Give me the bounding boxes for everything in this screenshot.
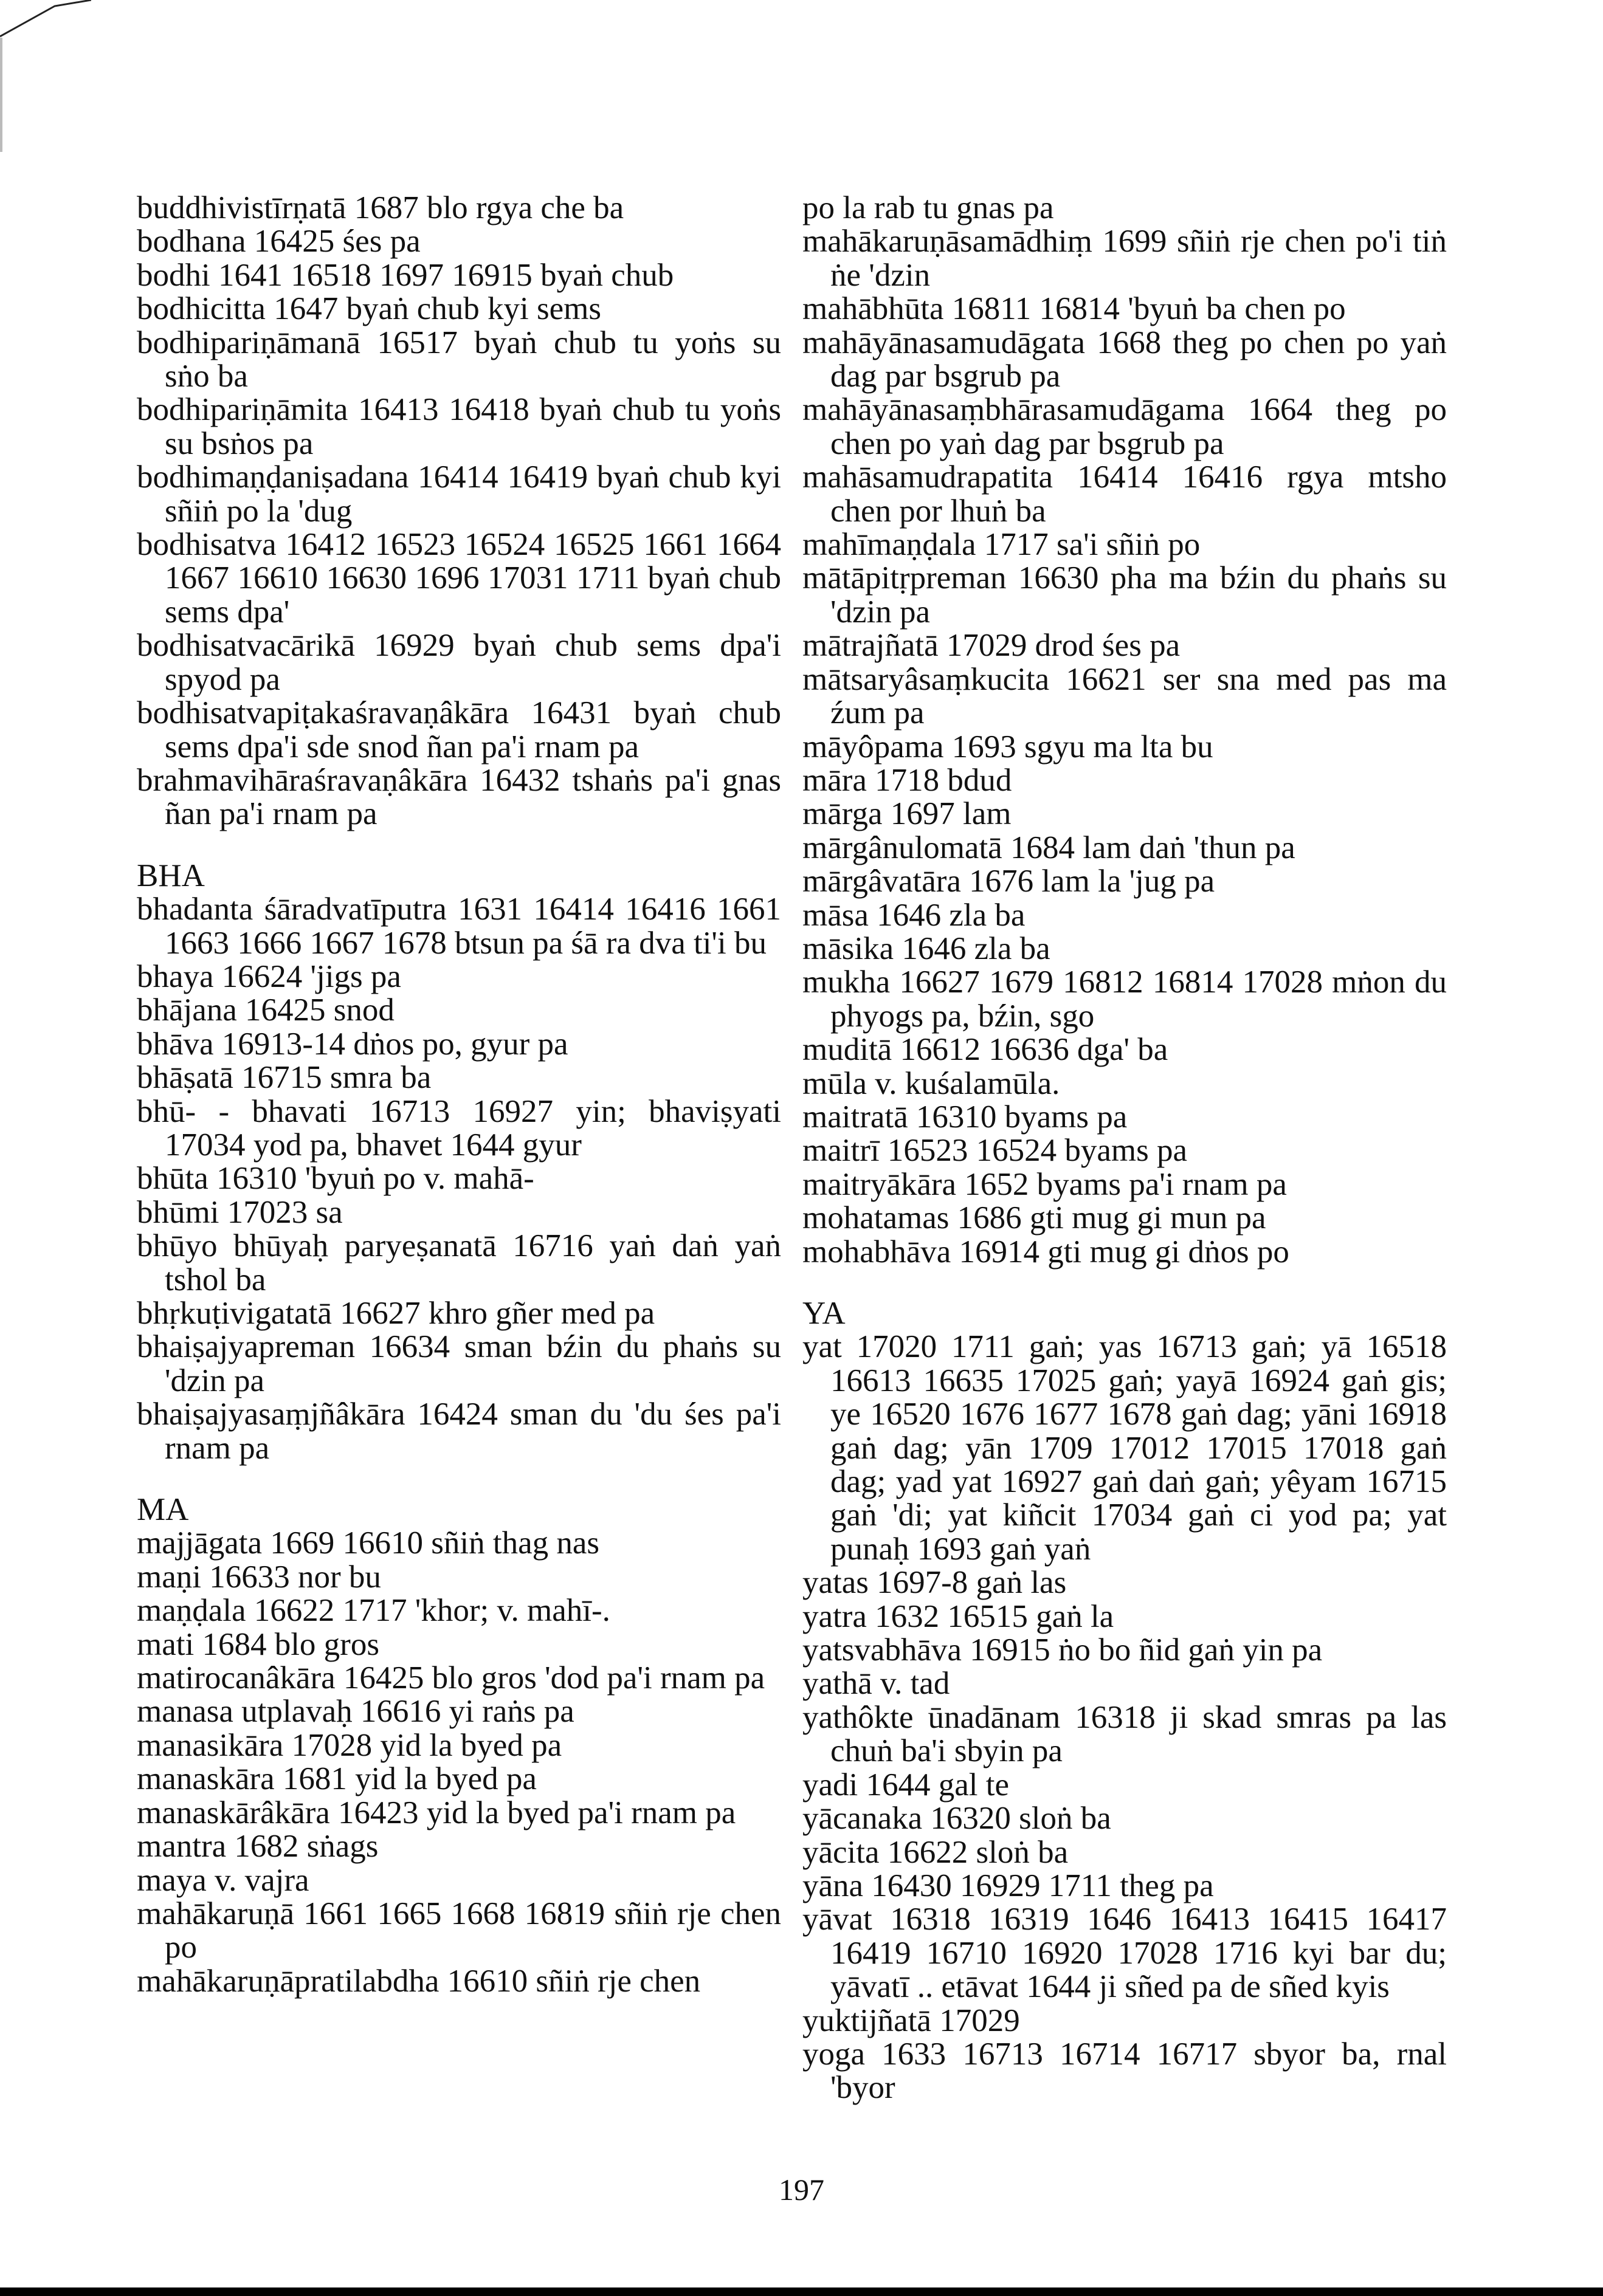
glossary-entry: yoga 1633 16713 16714 16717 sbyor ba, rnal 'byor (802, 2036, 1455, 2106)
page-number: 197 (779, 2173, 824, 2207)
scan-edge-stroke (0, 0, 91, 36)
glossary-entry: brahmavihāraśravaṇâkāra 16432 tshaṅs pa'i gnas ñan pa'i rnam pa (137, 762, 790, 832)
glossary-entry: bodhipariṇāmanā 16517 byaṅ chub tu yoṅs su sṅo ba (137, 325, 790, 394)
glossary-entry: mātsaryâsaṃkucita 16621 ser sna med pas ma źum pa (802, 661, 1455, 731)
glossary-entry: bodhimaṇḍaniṣadana 16414 16419 byaṅ chub kyi sñiṅ po la 'dug (137, 459, 790, 529)
glossary-entry: mantra 1682 sṅags (137, 1829, 379, 1865)
glossary-entry: mahāsamudrapatita 16414 16416 rgya mtsho chen por lhuṅ ba (802, 459, 1455, 529)
glossary-entry: mohatamas 1686 gti mug gi mun pa (802, 1200, 1266, 1236)
glossary-entry: muditā 16612 16636 dga' ba (802, 1032, 1168, 1068)
glossary-entry-continuation: po la rab tu gnas pa (802, 190, 1054, 225)
glossary-entry: māsika 1646 zla ba (802, 930, 1050, 966)
glossary-entry: bhaiṣajyasaṃjñâkāra 16424 sman du 'du śes pa'i rnam pa (137, 1397, 790, 1466)
glossary-entry: bodhisatvacārikā 16929 byaṅ chub sems dpa'i spyod pa (137, 628, 790, 697)
glossary-entry: bhaya 16624 'jigs pa (137, 958, 401, 994)
section-heading: MA (137, 1492, 189, 1528)
glossary-entry: buddhivistīrṇatā 1687 blo rgya che ba (137, 190, 624, 225)
glossary-entry: yatsvabhāva 16915 ṅo bo ñid gaṅ yin pa (802, 1632, 1323, 1668)
glossary-entry: mūla v. kuśalamūla. (802, 1065, 1060, 1101)
glossary-entry: bhūyo bhūyaḥ paryeṣanatā 16716 yaṅ daṅ yaṅ tshol ba (137, 1228, 790, 1298)
glossary-column-right (802, 190, 1455, 2106)
glossary-entry: bodhipariṇāmita 16413 16418 byaṅ chub tu yoṅs su bsṅos pa (137, 392, 790, 461)
glossary-entry: bhū- - bhavati 16713 16927 yin; bhaviṣyati 17034 yod pa, bhavet 1644 gyur (137, 1093, 790, 1163)
glossary-entry: bhūta 16310 'byuṅ po v. mahā- (137, 1161, 534, 1197)
glossary-entry: mātāpitṛpreman 16630 pha ma bźin du phaṅs su 'dzin pa (802, 560, 1455, 630)
scan-bottom-edge (0, 2287, 1603, 2296)
glossary-entry: yat 17020 1711 gaṅ; yas 16713 gaṅ; yā 16518 16613 16635 17025 gaṅ; yayā 16924 gaṅ gis; ye 16520 1676 1677 1678 gaṅ dag; yāni 16918 gaṅ dag; yān 1709 17012 17015 17018 gaṅ dag; yad yat 16927 gaṅ daṅ gaṅ; yêyam 16715 gaṅ 'di; yat kiñcit 17034 gaṅ ci yod pa; yat punaḥ 1693 gaṅ yaṅ (802, 1329, 1455, 1567)
glossary-entry: bhāva 16913-14 dṅos po, gyur pa (137, 1026, 568, 1062)
glossary-entry: mārga 1697 lam (802, 796, 1012, 832)
glossary-entry: bodhana 16425 śes pa (137, 224, 421, 260)
glossary-entry: manaskāra 1681 yid la byed pa (137, 1761, 537, 1797)
glossary-entry: bhājana 16425 snod (137, 992, 395, 1028)
glossary-entry: mātrajñatā 17029 drod śes pa (802, 628, 1181, 664)
glossary-entry: manasikāra 17028 yid la byed pa (137, 1727, 562, 1763)
glossary-entry: bhadanta śāradvatīputra 1631 16414 16416 1661 1663 1666 1667 1678 btsun pa śā ra dva ti'i bu (137, 892, 790, 961)
glossary-entry: mati 1684 blo gros (137, 1626, 379, 1662)
glossary-entry: bodhisatvapiṭakaśravaṇâkāra 16431 byaṅ chub sems dpa'i sde snod ñan pa'i rnam pa (137, 695, 790, 765)
glossary-entry: yatas 1697-8 gaṅ las (802, 1565, 1067, 1601)
glossary-entry: yadi 1644 gal te (802, 1767, 1009, 1803)
glossary-entry: yatra 1632 16515 gaṅ la (802, 1598, 1114, 1634)
section-heading: BHA (137, 858, 205, 893)
glossary-entry: bodhisatva 16412 16523 16524 16525 1661 1664 1667 16610 16630 1696 17031 1711 byaṅ chub sems dpa' (137, 527, 790, 630)
glossary-entry: maya v. vajra (137, 1862, 309, 1898)
glossary-entry: mahīmaṇḍala 1717 sa'i sñiṅ po (802, 527, 1201, 563)
glossary-entry: yācanaka 16320 sloṅ ba (802, 1801, 1111, 1837)
glossary-entry: maitryākāra 1652 byams pa'i rnam pa (802, 1166, 1287, 1202)
glossary-entry: manasa utplavaḥ 16616 yi raṅs pa (137, 1694, 574, 1730)
glossary-entry: māra 1718 bdud (802, 762, 1012, 798)
scan-edge-mark (0, 0, 91, 158)
glossary-entry: mahākaruṇā 1661 1665 1668 16819 sñiṅ rje chen po (137, 1896, 790, 1965)
glossary-entry: yācita 16622 sloṅ ba (802, 1834, 1069, 1870)
glossary-column-left (137, 190, 790, 1999)
section-heading: YA (802, 1296, 846, 1331)
glossary-entry: maitratā 16310 byams pa (802, 1099, 1128, 1135)
glossary-entry: mohabhāva 16914 gti mug gi dṅos po (802, 1234, 1289, 1270)
glossary-entry: mārgâvatāra 1676 lam la 'jug pa (802, 864, 1215, 899)
glossary-entry: maṇi 16633 nor bu (137, 1559, 381, 1595)
glossary-entry: mārgânulomatā 1684 lam daṅ 'thun pa (802, 830, 1295, 865)
glossary-entry: yathā v. tad (802, 1666, 950, 1702)
glossary-entry: bhūmi 17023 sa (137, 1194, 343, 1230)
glossary-entry: mahābhūta 16811 16814 'byuṅ ba chen po (802, 291, 1346, 327)
glossary-entry: bhṛkuṭivigatatā 16627 khro gñer med pa (137, 1296, 655, 1331)
glossary-entry: yuktijñatā 17029 (802, 2002, 1020, 2038)
glossary-entry: mukha 16627 1679 16812 16814 17028 mṅon du phyogs pa, bźin, sgo (802, 964, 1455, 1034)
glossary-entry: mahāyānasaṃbhārasamudāgama 1664 theg po chen po yaṅ dag par bsgrub pa (802, 392, 1455, 461)
glossary-entry: majjāgata 1669 16610 sñiṅ thag nas (137, 1525, 599, 1561)
glossary-entry: yāvat 16318 16319 1646 16413 16415 16417 16419 16710 16920 17028 1716 kyi bar du; yāvatī .. etāvat 1644 ji sñed pa de sñed kyis (802, 1902, 1455, 2005)
glossary-entry: mahākaruṇāpratilabdha 16610 sñiṅ rje chen (137, 1963, 701, 1999)
glossary-entry: māyôpama 1693 sgyu ma lta bu (802, 729, 1213, 765)
glossary-entry: bodhicitta 1647 byaṅ chub kyi sems (137, 291, 601, 327)
glossary-entry: bodhi 1641 16518 1697 16915 byaṅ chub (137, 257, 674, 293)
glossary-entry: maṇḍala 16622 1717 'khor; v. mahī-. (137, 1593, 610, 1629)
glossary-entry: yāna 16430 16929 1711 theg pa (802, 1868, 1214, 1903)
glossary-entry: mahākaruṇāsamādhiṃ 1699 sñiṅ rje chen po'i tiṅ ṅe 'dzin (802, 224, 1455, 293)
glossary-entry: bhaiṣajyapreman 16634 sman bźin du phaṅs su 'dzin pa (137, 1329, 790, 1398)
glossary-entry: maitrī 16523 16524 byams pa (802, 1133, 1187, 1169)
glossary-entry: manaskārâkāra 16423 yid la byed pa'i rnam pa (137, 1795, 736, 1830)
glossary-entry: yathôkte ūnadānam 16318 ji skad smras pa las chuṅ ba'i sbyin pa (802, 1699, 1455, 1769)
glossary-entry: bhāṣatā 16715 smra ba (137, 1060, 432, 1096)
glossary-entry: māsa 1646 zla ba (802, 897, 1026, 933)
glossary-entry: matirocanâkāra 16425 blo gros 'dod pa'i rnam pa (137, 1660, 765, 1696)
glossary-entry: mahāyānasamudāgata 1668 theg po chen po yaṅ dag par bsgrub pa (802, 325, 1455, 394)
